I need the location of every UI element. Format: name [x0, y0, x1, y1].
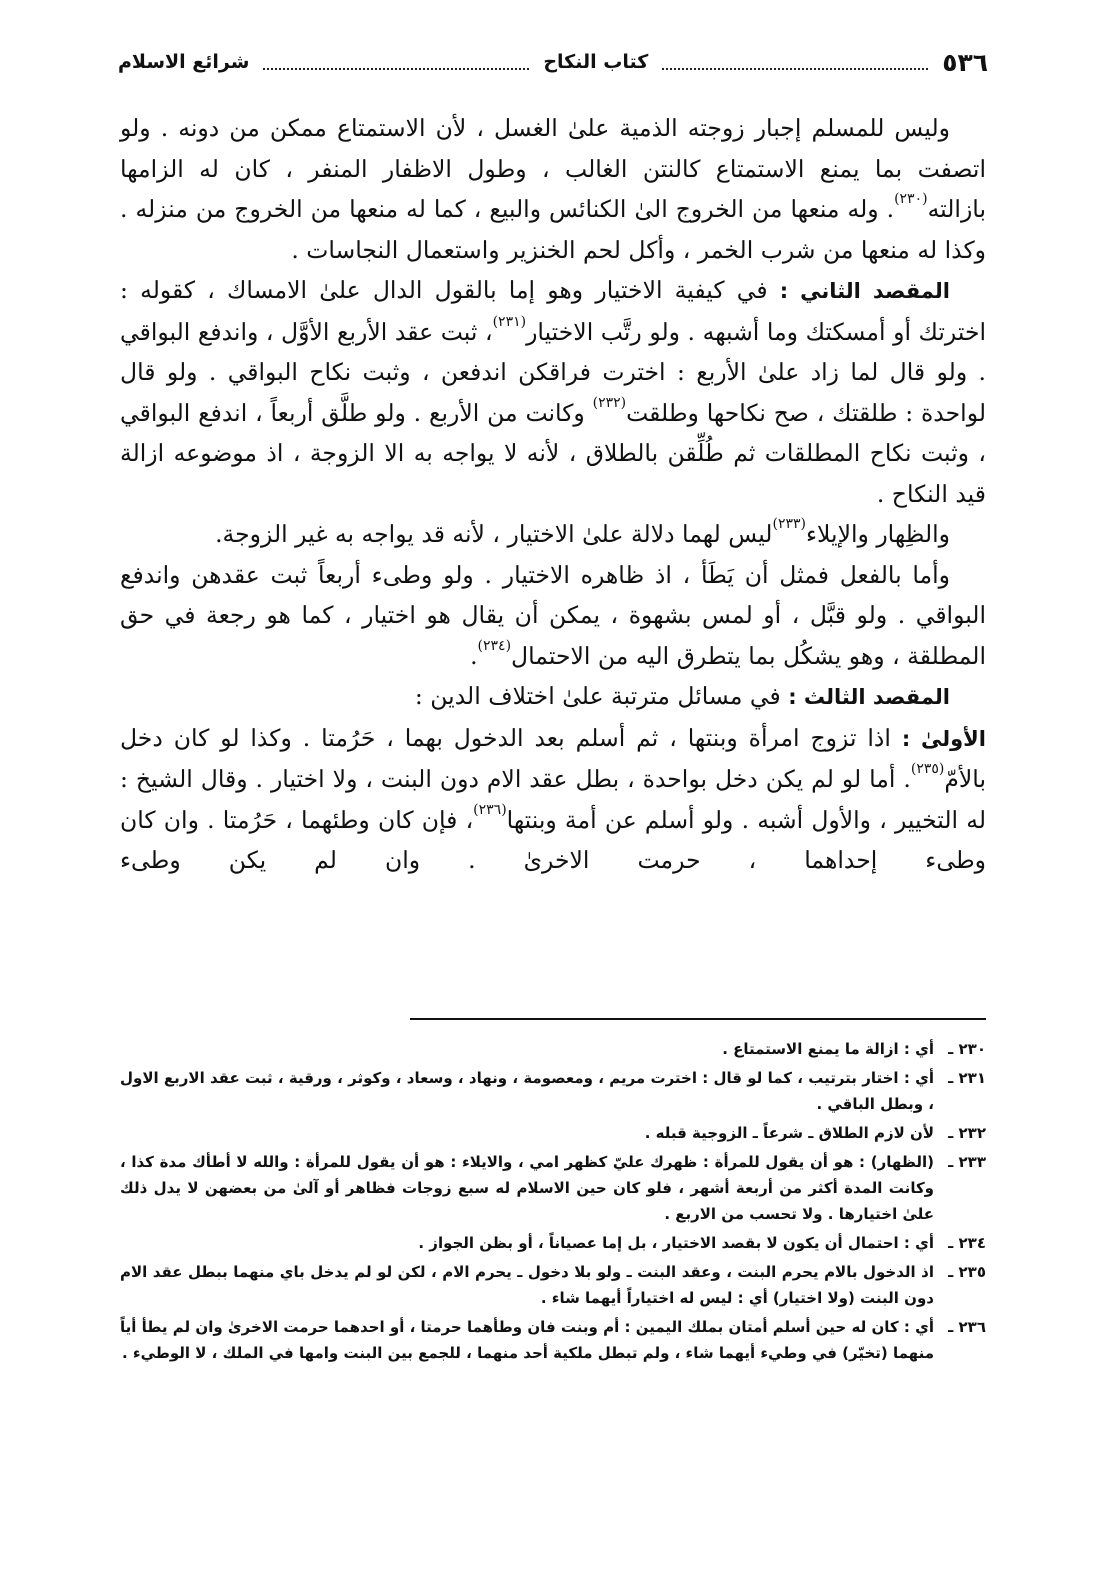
- footnote-ref: (٢٣٤): [477, 637, 512, 654]
- paragraph: الأولىٰ : اذا تزوج امرأة وبنتها ، ثم أسلم بعد الدخول بهما ، حَرُمتا . وكذا لو كان دخل بالأمّ$^{(٢٣٥)}$. أما لو لم يكن دخل بواحدة ، بطل عقد الام دون البنت ، ولا اختيار . وقال الشيخ : له التخيير ، والأول أشبه . ولو أسلم عن أمة وبنتها$^{(٢٣٦)}$، فإن كان وطئهما ، حَرُمتا . وان كان وطىء إحداهما ، حرمت الاخرىٰ . وان لم يكن وطىء: [120, 723, 987, 874]
- footnotes: [120, 1036, 986, 1369]
- paragraph: والظِهار والإيلاء$^{(٢٣٣)}$ليس لهما دلالة علىٰ الاختيار ، لأنه قد يواجه به غير الزوجة.: [215, 516, 950, 548]
- footnote-ref: (٢٣١): [492, 313, 527, 330]
- footnote-text: أي : اختار بترتيب ، كما لو قال : اخترت مريم ، ومعصومة ، ونهاد ، وسعاد ، وكوثر ، ورقية ، ثبت عقد الاربع الاول ، وبطل الباقي .: [120, 1069, 934, 1113]
- running-header: [118, 44, 988, 80]
- header-leader-dots: [662, 54, 928, 70]
- footnote-ref: (٢٣٣): [772, 516, 806, 532]
- footnote-text: أي : كان له حين أسلم أمتان بملك اليمين : أم وبنت فان وطأهما حرمتا ، أو احدهما حرمت الاخرىٰ وان لم يطأ أياً منهما (تخيّر) في وطيء أيهما شاء ، ولم تبطل ملكية أحد منهما ، للجمع بين البنت وامها في الملك ، لا الوطيء .: [120, 1318, 934, 1362]
- footnote-number: ٢٣٦ ـ: [948, 1318, 986, 1336]
- footnote-text: أي : احتمال أن يكون لا بقصد الاختيار ، بل إما عصياناً ، أو بظن الجواز .: [418, 1234, 934, 1252]
- footnote-ref: (٢٣٢): [592, 394, 627, 411]
- footnote: [120, 1230, 986, 1256]
- footnote: [120, 1065, 986, 1117]
- footnote: [120, 1259, 986, 1311]
- footnote-ref: (٢٣٥): [910, 761, 945, 777]
- section-heading: الأولىٰ :: [901, 726, 986, 751]
- main-text: [120, 108, 986, 881]
- footnote-ref: (٢٣٠): [894, 191, 928, 207]
- paragraph: المقصد الثاني : في كيفية الاختيار وهو إما بالقول الدال علىٰ الامساك ، كقوله : اخترتك أو أمسكتك وما أشبهه . ولو رتَّب الاختيار$^{(٢٣١)}$، ثبت عقد الأربع الأوَّل ، واندفع البواقي . ولو قال لما زاد علىٰ الأربع : اخترت فراقكن اندفعن ، وثبت نكاح البواقي . ولو قال لواحدة : طلقتك ، صح نكاحها وطلقت$^{(٢٣٢)}$ وكانت من الأربع . ولو طلَّق أربعاً ، اندفع البواقي ، وثبت نكاح المطلقات ثم طُلِّقن بالطلاق ، لأنه لا يواجه به الا الزوجة ، اذ موضوعه ازالة قيد النكاح .: [120, 276, 987, 508]
- footnote-number: ٢٣٠ ـ: [948, 1040, 986, 1058]
- paragraph: المقصد الثالث : في مسائل مترتبة علىٰ اختلاف الدين :: [414, 682, 950, 710]
- book-title: شرائع الاسلام: [117, 51, 250, 73]
- footnote: [120, 1314, 986, 1366]
- footnote-text: لأن لازم الطلاق ـ شرعاً ـ الزوجية قبله .: [644, 1124, 934, 1142]
- page-number: ٥٣٦: [942, 47, 988, 77]
- footnote: [120, 1149, 986, 1227]
- footnote: [120, 1036, 986, 1062]
- footnote-text: اذ الدخول بالام يحرم البنت ، وعقد البنت ـ ولو بلا دخول ـ يحرم الام ، لكن لو لم يدخل باي منهما ببطل عقد الام دون البنت (ولا اختيار) أي : ليس له اختياراً أيهما شاء .: [120, 1263, 934, 1307]
- footnote-number: ٢٣٤ ـ: [948, 1234, 986, 1252]
- chapter-title: كتاب النكاح: [543, 51, 649, 73]
- footnote-number: ٢٣٢ ـ: [948, 1124, 986, 1142]
- paragraph: وليس للمسلم إجبار زوجته الذمية علىٰ الغسل ، لأن الاستمتاع ممكن من دونه . ولو اتصفت بما يمنع الاستمتاع كالنتن الغالب ، وطول الاظفار المنفر ، كان له الزامها بازالته$^{(٢٣٠)}$. وله منعها من الخروج الىٰ الكنائس والبيع ، كما له منعها من الخروج من منزله . وكذا له منعها من شرب الخمر ، وأكل لحم الخنزير واستعمال النجاسات .: [120, 114, 986, 264]
- footnote: [120, 1120, 986, 1146]
- header-leader-dots: [263, 54, 529, 70]
- footnote-separator: [410, 1018, 986, 1020]
- paragraph: وأما بالفعل فمثل أن يَطَأ ، اذ ظاهره الاختيار . ولو وطىء أربعاً ثبت عقدهن واندفع البواقي . ولو قبَّل ، أو لمس بشهوة ، يمكن أن يقال هو اختيار ، كما هو رجعة في حق المطلقة ، وهو يشكُل بما يتطرق اليه من الاحتمال$^{(٢٣٤)}$.: [120, 560, 986, 670]
- footnote-number: ٢٣٥ ـ: [948, 1263, 986, 1281]
- section-heading: المقصد الثاني :: [779, 279, 950, 303]
- footnote-text: أي : ازالة ما يمنع الاستمتاع .: [722, 1040, 934, 1058]
- section-heading: المقصد الثالث :: [788, 685, 950, 709]
- footnote-text: (الظهار) : هو أن يقول للمرأة : ظهرك عليّ كظهر امي ، والايلاء : هو أن يقول للمرأة : والله لا أطأك مدة كذا ، وكانت المدة أكثر من أربعة أشهر ، فلو كان حين الاسلام له سبع زوجات فظاهر أو آلىٰ من بعضهن لا يدل ذلك علىٰ اختيارها . ولا تحسب من الاربع .: [120, 1153, 934, 1223]
- footnote-number: ٢٣١ ـ: [948, 1069, 986, 1087]
- footnote-number: ٢٣٣ ـ: [948, 1153, 986, 1171]
- footnote-ref: (٢٣٦): [473, 801, 507, 818]
